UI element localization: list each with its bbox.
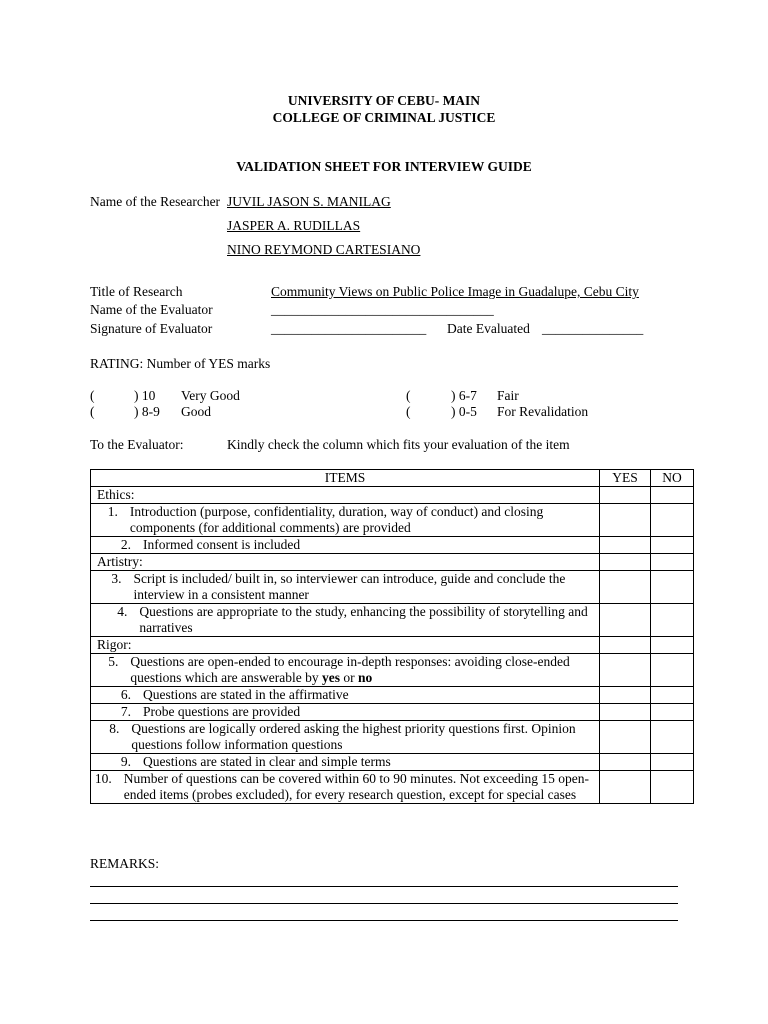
item-cell [91, 504, 600, 537]
researcher-name-2: JASPER A. RUDILLAS [227, 218, 361, 233]
no-cell[interactable] [651, 704, 694, 721]
yes-cell[interactable] [600, 504, 651, 537]
item-number: 10. [94, 771, 112, 786]
item-number: 5. [108, 654, 119, 669]
remarks-label: REMARKS: [90, 856, 160, 871]
no-cell[interactable] [651, 554, 694, 571]
university-name: UNIVERSITY OF CEBU- MAIN [287, 93, 481, 108]
date-blank: _______________ [542, 321, 644, 336]
item-number: 4. [117, 604, 128, 619]
yes-cell[interactable] [600, 654, 651, 687]
evaluator-blank: _________________________________ [271, 302, 494, 317]
no-header: NO [651, 470, 694, 487]
rating-paren: ( [406, 388, 411, 403]
remarks-line[interactable] [90, 920, 678, 921]
item-text: Informed consent is included [143, 537, 301, 552]
item-cell [91, 687, 600, 704]
table-row [91, 604, 694, 637]
rating-range: ) 10 [134, 388, 156, 403]
title-label: Title of Research [90, 284, 183, 299]
section-row [91, 554, 694, 571]
no-cell[interactable] [651, 721, 694, 754]
rating-range: ) 6-7 [451, 388, 477, 403]
rating-heading: RATING: Number of YES marks [90, 356, 271, 371]
date-label: Date Evaluated [447, 321, 530, 336]
section-row [91, 487, 694, 504]
item-text [130, 654, 599, 686]
item-text: Number of questions can be covered within 60 to 90 minutes. Not exceeding 15 open-ended items (probes excluded), for every research question, except for special cases [123, 771, 589, 802]
or-word: or [339, 670, 358, 685]
yes-cell[interactable] [600, 554, 651, 571]
yes-cell[interactable] [600, 604, 651, 637]
rating-label: Fair [497, 388, 519, 403]
table-row [91, 537, 694, 554]
yes-cell[interactable] [600, 704, 651, 721]
table-row [91, 754, 694, 771]
researcher-label: Name of the Researcher [90, 194, 221, 209]
yes-header: YES [600, 470, 651, 487]
yes-cell[interactable] [600, 754, 651, 771]
item-text: Questions are logically ordered asking the highest priority questions first. Opinion questions follow information questions [131, 721, 576, 752]
rating-range: ) 0-5 [451, 404, 477, 419]
section-ethics: Ethics: [91, 487, 600, 504]
item-cell [91, 721, 600, 754]
item-text: Introduction (purpose, confidentiality, duration, way of conduct) and closing components (for additional comments) are provided [129, 504, 544, 535]
item-number: 6. [120, 687, 131, 702]
table-row [91, 704, 694, 721]
no-cell[interactable] [651, 571, 694, 604]
item-number: 7. [120, 704, 131, 719]
table-row [91, 771, 694, 804]
table-row [91, 721, 694, 754]
researcher-name-3: NINO REYMOND CARTESIANO [227, 242, 421, 257]
item-cell [91, 571, 600, 604]
no-cell[interactable] [651, 687, 694, 704]
item-text: Questions are appropriate to the study, enhancing the possibility of storytelling and narratives [139, 604, 588, 635]
rating-label: Very Good [181, 388, 240, 403]
table-row [91, 504, 694, 537]
yes-cell[interactable] [600, 687, 651, 704]
item-number: 9. [120, 754, 131, 769]
yes-cell[interactable] [600, 537, 651, 554]
item-number: 8. [109, 721, 120, 736]
rating-paren: ( [406, 404, 411, 419]
researcher-name-1: JUVIL JASON S. MANILAG [227, 194, 391, 209]
item-cell [91, 537, 600, 554]
table-row [91, 654, 694, 687]
rating-paren: ( [90, 404, 95, 419]
no-cell[interactable] [651, 771, 694, 804]
yes-cell[interactable] [600, 637, 651, 654]
no-cell[interactable] [651, 504, 694, 537]
signature-label: Signature of Evaluator [90, 321, 213, 336]
evaluator-label: Name of the Evaluator [90, 302, 213, 317]
item-number: 1. [107, 504, 118, 519]
item-text: Probe questions are provided [143, 704, 301, 719]
no-cell[interactable] [651, 654, 694, 687]
yes-cell[interactable] [600, 771, 651, 804]
item-cell [91, 771, 600, 804]
yes-cell[interactable] [600, 487, 651, 504]
item-cell [91, 604, 600, 637]
section-rigor: Rigor: [91, 637, 600, 654]
items-header: ITEMS [91, 470, 600, 487]
title-value: Community Views on Public Police Image in Guadalupe, Cebu City [271, 284, 639, 299]
no-cell[interactable] [651, 637, 694, 654]
section-row [91, 637, 694, 654]
signature-blank: _______________________ [271, 321, 427, 336]
section-artistry: Artistry: [91, 554, 600, 571]
item-text: Questions are stated in the affirmative [143, 687, 349, 702]
rating-label: Good [181, 404, 211, 419]
yes-word: yes [321, 670, 340, 685]
item-number: 3. [111, 571, 122, 586]
yes-cell[interactable] [600, 721, 651, 754]
item-text-main: Questions are open-ended to encourage in-depth responses: avoiding close-ended questions which are answerable by [130, 654, 570, 685]
no-cell[interactable] [651, 604, 694, 637]
no-cell[interactable] [651, 537, 694, 554]
evaluation-table [90, 469, 694, 804]
table-row [91, 687, 694, 704]
item-number: 2. [120, 537, 131, 552]
no-cell[interactable] [651, 754, 694, 771]
item-text: Script is included/ built in, so interviewer can introduce, guide and conclude the interview in a consistent manner [133, 571, 566, 602]
instruction-label: To the Evaluator: [90, 437, 184, 452]
yes-cell[interactable] [600, 571, 651, 604]
table-row [91, 571, 694, 604]
item-cell [91, 754, 600, 771]
rating-paren: ( [90, 388, 95, 403]
sheet-title: VALIDATION SHEET FOR INTERVIEW GUIDE [236, 159, 532, 174]
college-name: COLLEGE OF CRIMINAL JUSTICE [272, 110, 496, 125]
item-cell [91, 654, 600, 687]
no-cell[interactable] [651, 487, 694, 504]
item-cell [91, 704, 600, 721]
instruction-text: Kindly check the column which fits your evaluation of the item [227, 437, 570, 452]
rating-range: ) 8-9 [134, 404, 160, 419]
item-text: Questions are stated in clear and simple terms [143, 754, 391, 769]
table-header-row [91, 470, 694, 487]
no-word: no [357, 670, 373, 685]
remarks-line[interactable] [90, 903, 678, 904]
remarks-line[interactable] [90, 886, 678, 887]
rating-label: For Revalidation [497, 404, 589, 419]
